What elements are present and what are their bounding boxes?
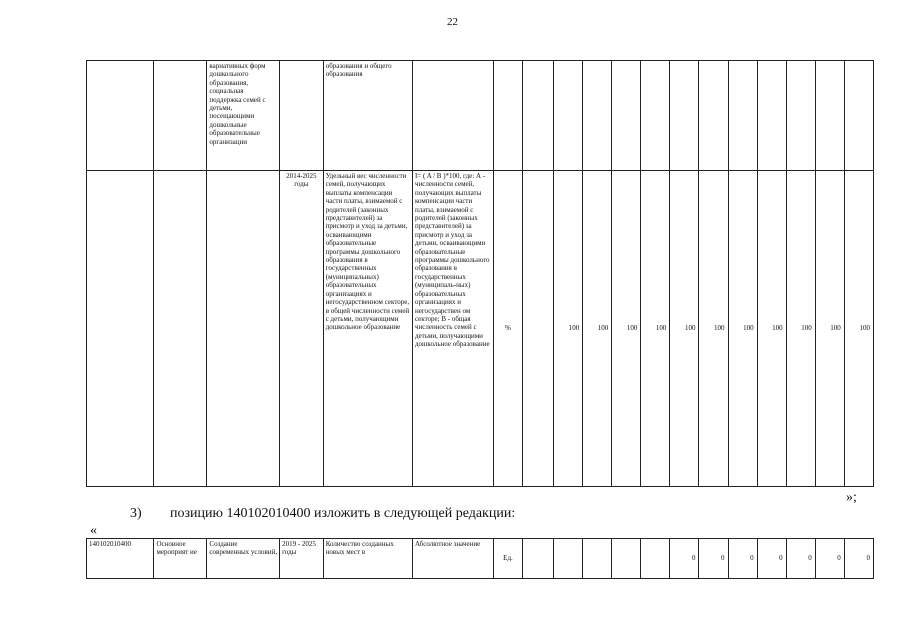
value-cell: 0 [786, 539, 815, 579]
table-cell: Основное мероприят ие [154, 539, 207, 579]
table-row [87, 61, 874, 171]
value-cell: 100 [757, 171, 786, 487]
table-cell: образования и общего образования [323, 61, 412, 171]
table-cell [493, 61, 522, 171]
value-cell: 100 [815, 171, 844, 487]
table-cell [844, 61, 873, 171]
table-row [87, 171, 874, 487]
value-cell [612, 539, 641, 579]
unit-cell: Ед. [493, 539, 522, 579]
unit-cell: % [493, 171, 522, 487]
table-cell [728, 61, 757, 171]
page-number: 22 [447, 16, 458, 28]
period-cell: 2019 - 2025 годы [280, 539, 324, 579]
value-cell: 100 [786, 171, 815, 487]
value-cell [641, 539, 670, 579]
value-cell [554, 539, 583, 579]
table-cell [699, 61, 728, 171]
amendment-instruction [130, 506, 515, 522]
value-cell: 100 [583, 171, 612, 487]
table-cell [412, 61, 493, 171]
table-cell: вариативных форм дошкольного образования, социальная поддержка семей с детьми, посещающими дошкольные образовательные организации [207, 61, 280, 171]
value-cell: 0 [844, 539, 873, 579]
table-cell [523, 61, 554, 171]
table-cell [815, 61, 844, 171]
table-row [87, 539, 874, 579]
value-cell: 100 [699, 171, 728, 487]
table-cell [154, 61, 207, 171]
value-cell: 100 [612, 171, 641, 487]
new-position-table [86, 538, 874, 579]
table-cell [87, 61, 154, 171]
value-cell: 100 [641, 171, 670, 487]
formula-cell: I= ( A / B )*100, где: А - численности семей, получающих выплаты компенсации части платы, взимаемой с родителей (законных представителей) за присмотр и уход за детьми, осваивающими образовательные программы дошкольного образования в государственных (муниципаль-ных) образовательных организациях и негосударствен ом секторе; В - общая численность семей с детьми, получающими дошкольное образование [412, 171, 493, 487]
table-cell: Создание современных условий, [207, 539, 280, 579]
value-cell: 100 [728, 171, 757, 487]
value-cell: 0 [728, 539, 757, 579]
code-cell: 140102010400 [87, 539, 154, 579]
indicator-table-continuation [86, 60, 874, 487]
indicator-name-cell: Удельный вес численности семей, получающих выплаты компенсации части платы, взимаемой с родителей (законных представителей) за присмотр и уход за детьми, осваивающими образовательные программы дошкольного образования в государственных (муниципальных) образовательных организациях и негосударственном секторе, в общей численности семей с детьми, получающими дошкольное образование [323, 171, 412, 487]
instruction-text: позицию 140102010400 изложить в следующей редакции: [170, 506, 516, 521]
table-cell [207, 171, 280, 487]
item-number: 3) [130, 506, 142, 521]
table-cell [523, 171, 554, 487]
table-cell [280, 61, 324, 171]
table-cell [757, 61, 786, 171]
table-cell [554, 61, 583, 171]
value-cell: 100 [844, 171, 873, 487]
table-cell [612, 61, 641, 171]
table-cell [786, 61, 815, 171]
period-cell: 2014-2025 годы [280, 171, 324, 487]
table-cell [670, 61, 699, 171]
table-cell [583, 61, 612, 171]
opening-quote: « [90, 523, 97, 538]
indicator-name-cell: Количество созданных новых мест в [323, 539, 412, 579]
value-cell: 100 [670, 171, 699, 487]
value-cell: 0 [670, 539, 699, 579]
table-cell [641, 61, 670, 171]
value-cell: 0 [699, 539, 728, 579]
value-cell: 0 [757, 539, 786, 579]
table-cell [87, 171, 154, 487]
value-cell [523, 539, 554, 579]
closing-quote: »; [846, 490, 857, 505]
table-cell [154, 171, 207, 487]
value-cell: 100 [554, 171, 583, 487]
value-cell [583, 539, 612, 579]
table-cell: Абсолютное значение [412, 539, 493, 579]
value-cell: 0 [815, 539, 844, 579]
